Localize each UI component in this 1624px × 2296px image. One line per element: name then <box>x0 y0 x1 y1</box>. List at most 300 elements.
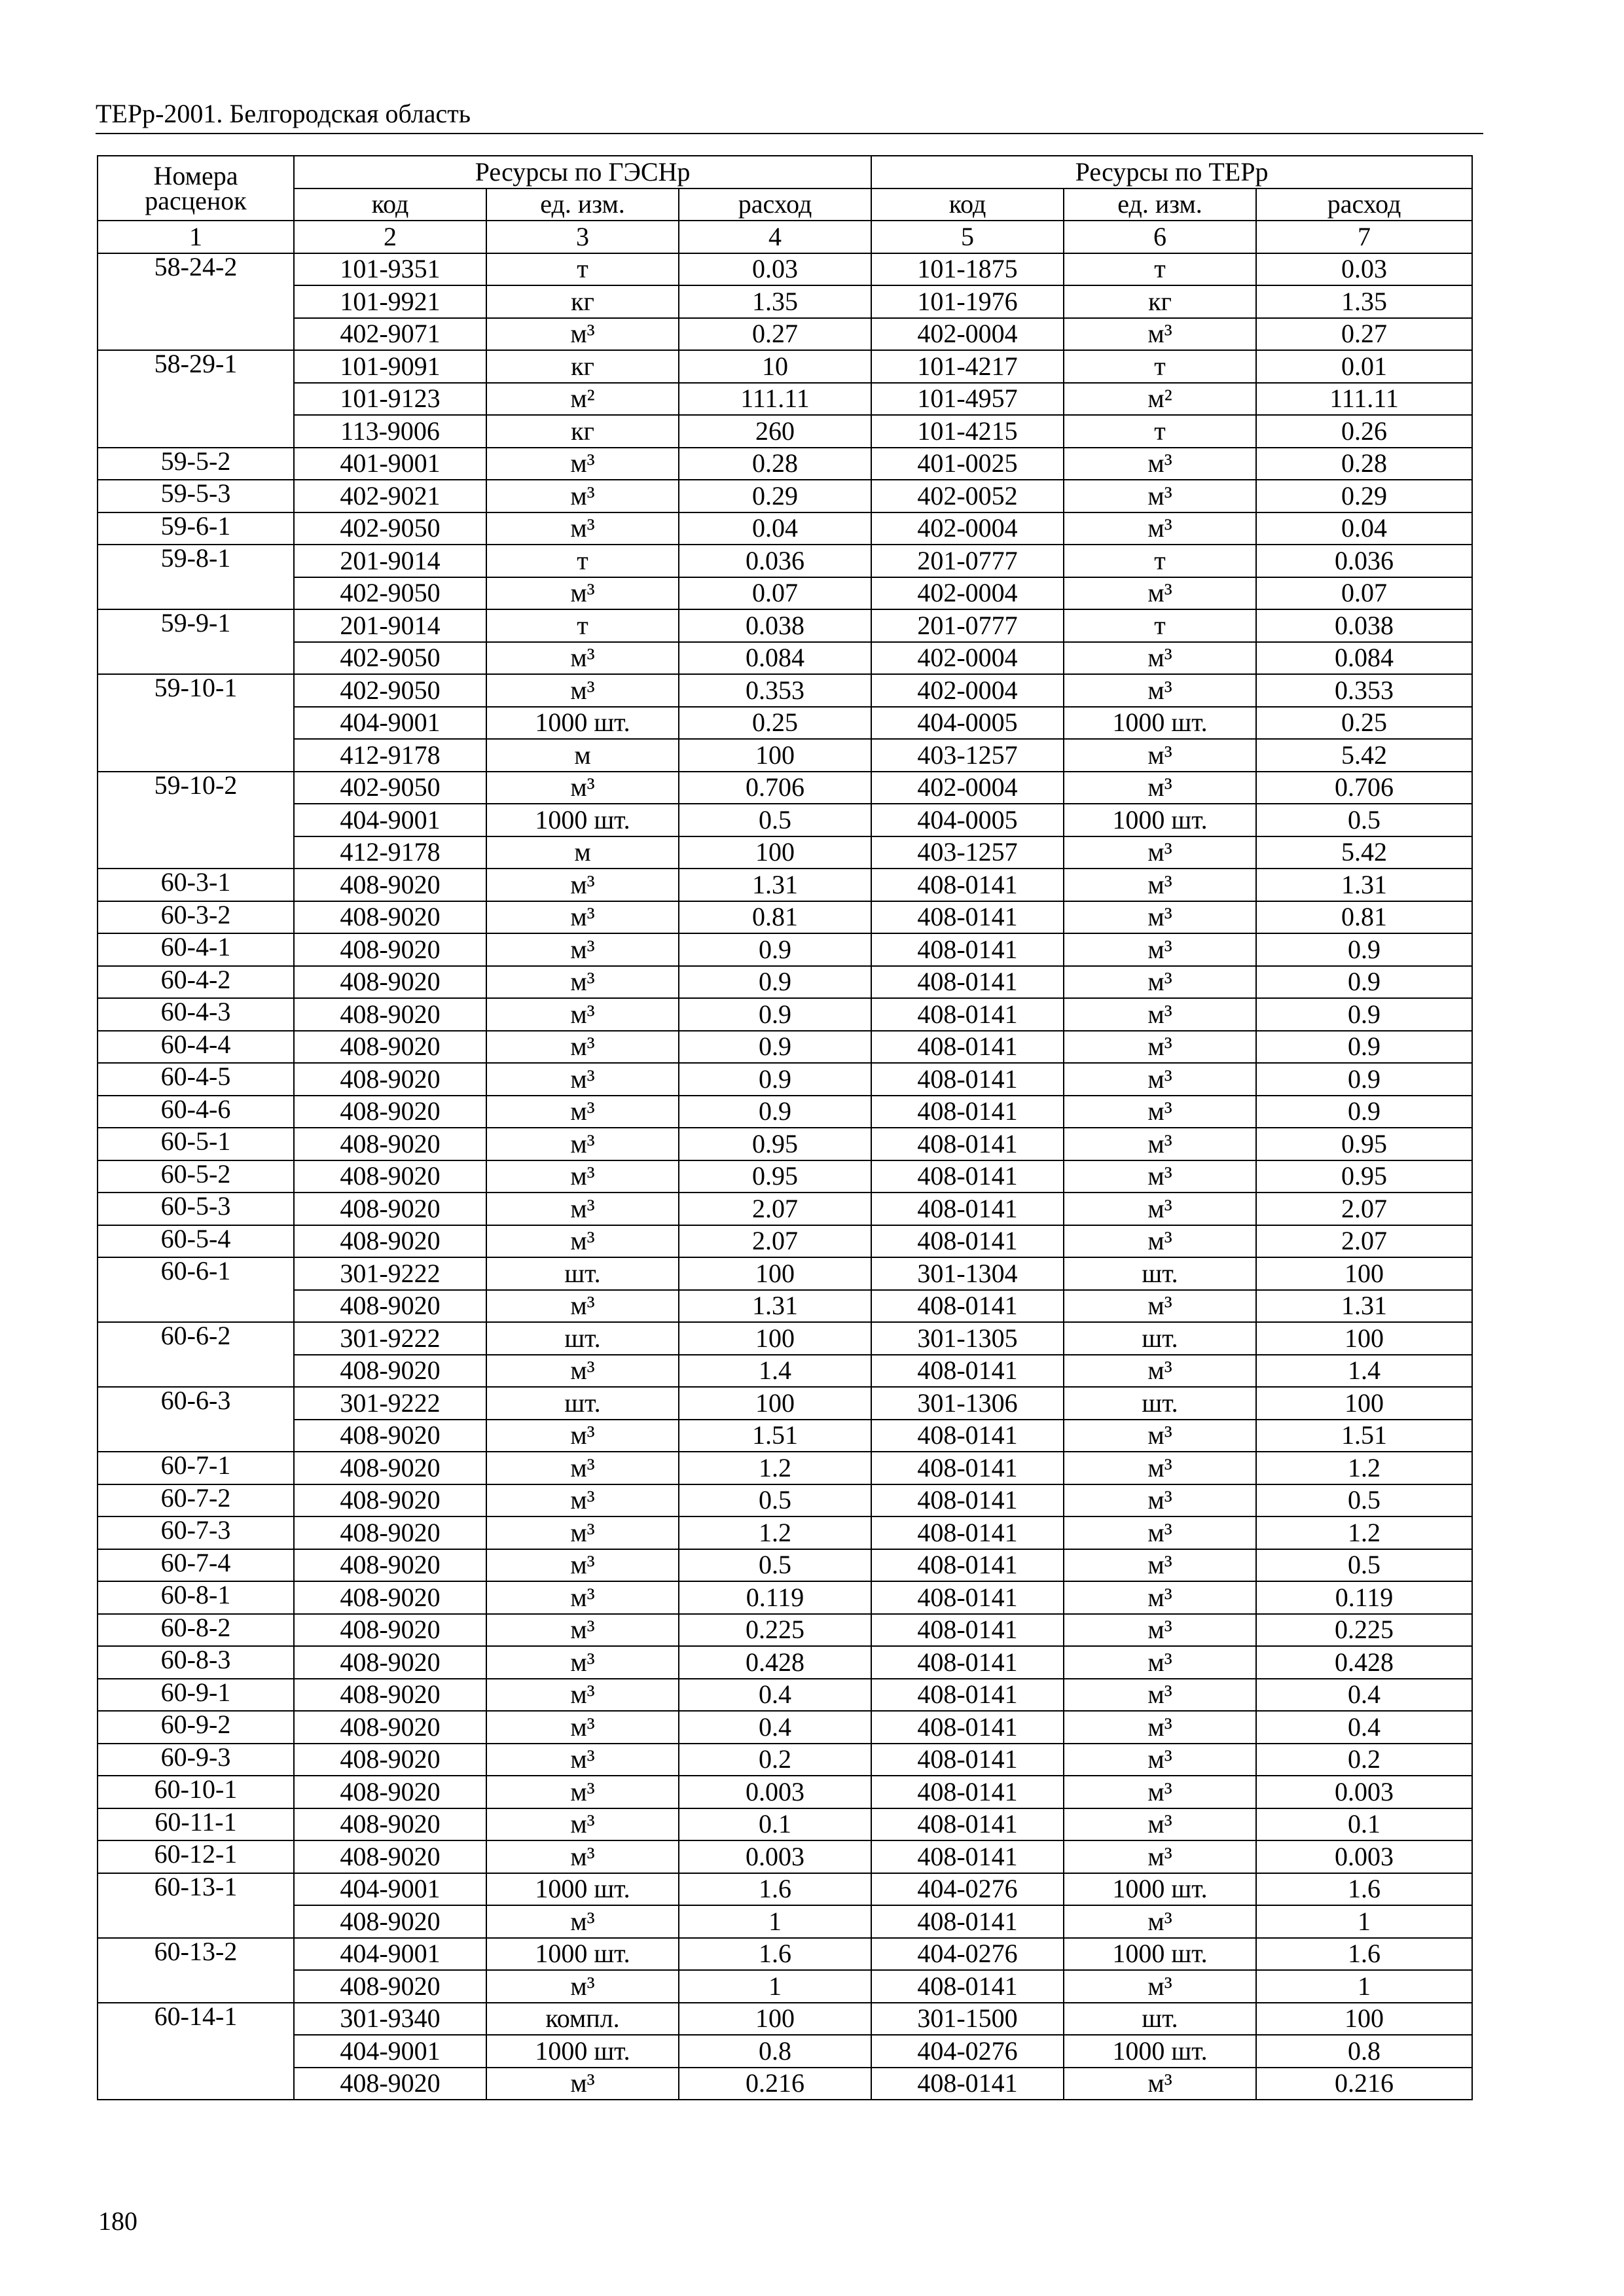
gesnr-consumption-cell: 100 <box>679 1322 871 1355</box>
terr-unit-cell: м³ <box>1064 772 1256 804</box>
terr-consumption-cell: 0.27 <box>1256 318 1472 351</box>
gesnr-unit-cell: м³ <box>486 1905 679 1938</box>
gesnr-code-cell: 408-9020 <box>294 1160 486 1193</box>
gesnr-unit-cell: 1000 шт. <box>486 2035 679 2068</box>
gesnr-consumption-cell: 0.5 <box>679 1484 871 1517</box>
gesnr-unit-cell: м³ <box>486 1970 679 2003</box>
terr-consumption-cell: 0.03 <box>1256 253 1472 286</box>
rate-number-cell: 59-5-2 <box>98 448 294 480</box>
terr-unit-cell: м³ <box>1064 1744 1256 1776</box>
terr-code-cell: 408-0141 <box>871 998 1064 1031</box>
gesnr-consumption-cell: 1.31 <box>679 869 871 901</box>
terr-code-cell: 408-0141 <box>871 2068 1064 2100</box>
terr-code-cell: 408-0141 <box>871 1744 1064 1776</box>
terr-consumption-cell: 0.5 <box>1256 1549 1472 1582</box>
gesnr-consumption-cell: 0.03 <box>679 253 871 286</box>
gesnr-unit-cell: м³ <box>486 1581 679 1614</box>
terr-code-cell: 402-0004 <box>871 577 1064 610</box>
table-row <box>98 1420 1472 1452</box>
terr-consumption-cell: 0.119 <box>1256 1581 1472 1614</box>
terr-code-cell: 404-0276 <box>871 2035 1064 2068</box>
terr-code-cell: 408-0141 <box>871 1063 1064 1096</box>
rate-number-cell: 60-11-1 <box>98 1808 294 1841</box>
terr-unit-cell: м³ <box>1064 577 1256 610</box>
gesnr-code-cell: 408-9020 <box>294 1905 486 1938</box>
gesnr-unit-cell: т <box>486 253 679 286</box>
terr-consumption-cell: 1.4 <box>1256 1355 1472 1388</box>
gesnr-unit-cell: м³ <box>486 1420 679 1452</box>
terr-consumption-cell: 0.9 <box>1256 1096 1472 1128</box>
table-row <box>98 1711 1472 1744</box>
gesnr-code-cell: 113-9006 <box>294 415 486 448</box>
terr-code-cell: 301-1306 <box>871 1387 1064 1420</box>
gesnr-unit-cell: м³ <box>486 1225 679 1258</box>
terr-consumption-cell: 0.9 <box>1256 1031 1472 1064</box>
terr-unit-cell: 1000 шт. <box>1064 1873 1256 1906</box>
gesnr-consumption-cell: 0.119 <box>679 1581 871 1614</box>
terr-code-cell: 404-0005 <box>871 707 1064 740</box>
gesnr-unit-cell: т <box>486 609 679 642</box>
terr-consumption-cell: 100 <box>1256 2003 1472 2036</box>
table-row <box>98 1387 1472 1420</box>
terr-code-cell: 101-1976 <box>871 285 1064 318</box>
table-row <box>98 1744 1472 1776</box>
gesnr-unit-cell: м³ <box>486 642 679 675</box>
rate-number-cell: 60-4-5 <box>98 1063 294 1096</box>
gesnr-consumption-cell: 0.27 <box>679 318 871 351</box>
terr-consumption-cell: 0.003 <box>1256 1776 1472 1808</box>
gesnr-consumption-cell: 260 <box>679 415 871 448</box>
table-row <box>98 2035 1472 2068</box>
terr-consumption-cell: 1.2 <box>1256 1452 1472 1484</box>
terr-consumption-cell: 100 <box>1256 1387 1472 1420</box>
rate-number-cell: 60-9-3 <box>98 1744 294 1776</box>
rate-number-cell: 60-8-3 <box>98 1646 294 1679</box>
terr-consumption-cell: 0.9 <box>1256 998 1472 1031</box>
gesnr-unit-cell: м³ <box>486 1484 679 1517</box>
gesnr-code-cell: 408-9020 <box>294 998 486 1031</box>
gesnr-unit-cell: м³ <box>486 1711 679 1744</box>
gesnr-code-cell: 412-9178 <box>294 739 486 772</box>
terr-consumption-cell: 0.8 <box>1256 2035 1472 2068</box>
table-row <box>98 318 1472 351</box>
gesnr-code-cell: 101-9351 <box>294 253 486 286</box>
table-row <box>98 1225 1472 1258</box>
gesnr-consumption-cell: 100 <box>679 836 871 869</box>
gesnr-consumption-cell: 0.2 <box>679 1744 871 1776</box>
col-header-unit: ед. изм. <box>486 188 679 221</box>
col-header-consumption: расход <box>1256 188 1472 221</box>
terr-consumption-cell: 1.31 <box>1256 1290 1472 1323</box>
gesnr-code-cell: 402-9050 <box>294 642 486 675</box>
gesnr-unit-cell: м² <box>486 383 679 416</box>
terr-unit-cell: шт. <box>1064 2003 1256 2036</box>
terr-unit-cell: кг <box>1064 285 1256 318</box>
gesnr-code-cell: 408-9020 <box>294 1452 486 1484</box>
terr-consumption-cell: 0.2 <box>1256 1744 1472 1776</box>
terr-unit-cell: м³ <box>1064 1452 1256 1484</box>
gesnr-consumption-cell: 0.4 <box>679 1711 871 1744</box>
terr-unit-cell: 1000 шт. <box>1064 707 1256 740</box>
table-row <box>98 1063 1472 1096</box>
gesnr-unit-cell: м³ <box>486 933 679 966</box>
gesnr-unit-cell: м <box>486 739 679 772</box>
terr-unit-cell: шт. <box>1064 1257 1256 1290</box>
gesnr-consumption-cell: 0.084 <box>679 642 871 675</box>
table-row <box>98 1484 1472 1517</box>
terr-unit-cell: м³ <box>1064 1581 1256 1614</box>
terr-code-cell: 402-0004 <box>871 318 1064 351</box>
terr-unit-cell: 1000 шт. <box>1064 804 1256 836</box>
rate-number-cell: 59-10-2 <box>98 772 294 869</box>
gesnr-code-cell: 301-9222 <box>294 1257 486 1290</box>
gesnr-consumption-cell: 0.5 <box>679 804 871 836</box>
terr-code-cell: 301-1305 <box>871 1322 1064 1355</box>
gesnr-unit-cell: м³ <box>486 577 679 610</box>
table-row <box>98 1322 1472 1355</box>
terr-unit-cell: м³ <box>1064 1646 1256 1679</box>
table-row <box>98 448 1472 480</box>
gesnr-unit-cell: м³ <box>486 512 679 545</box>
table-row <box>98 1128 1472 1160</box>
terr-unit-cell: м³ <box>1064 1031 1256 1064</box>
gesnr-unit-cell: м³ <box>486 1840 679 1873</box>
col-header-rate-numbers <box>98 156 294 221</box>
gesnr-consumption-cell: 0.706 <box>679 772 871 804</box>
terr-consumption-cell: 0.353 <box>1256 674 1472 707</box>
terr-consumption-cell: 0.01 <box>1256 350 1472 383</box>
terr-consumption-cell: 111.11 <box>1256 383 1472 416</box>
table-row <box>98 1193 1472 1225</box>
terr-consumption-cell: 0.81 <box>1256 901 1472 934</box>
terr-code-cell: 408-0141 <box>871 1581 1064 1614</box>
gesnr-unit-cell: 1000 шт. <box>486 804 679 836</box>
terr-code-cell: 301-1500 <box>871 2003 1064 2036</box>
terr-code-cell: 408-0141 <box>871 1840 1064 1873</box>
terr-code-cell: 408-0141 <box>871 1776 1064 1808</box>
terr-code-cell: 408-0141 <box>871 1128 1064 1160</box>
terr-code-cell: 408-0141 <box>871 1808 1064 1841</box>
terr-unit-cell: м³ <box>1064 739 1256 772</box>
terr-consumption-cell: 0.5 <box>1256 804 1472 836</box>
terr-code-cell: 101-4957 <box>871 383 1064 416</box>
terr-unit-cell: м³ <box>1064 901 1256 934</box>
gesnr-code-cell: 101-9921 <box>294 285 486 318</box>
terr-unit-cell: 1000 шт. <box>1064 2035 1256 2068</box>
gesnr-unit-cell: м³ <box>486 480 679 512</box>
terr-code-cell: 408-0141 <box>871 966 1064 999</box>
column-number: 3 <box>486 221 679 253</box>
terr-code-cell: 408-0141 <box>871 1355 1064 1388</box>
gesnr-consumption-cell: 0.29 <box>679 480 871 512</box>
gesnr-unit-cell: м³ <box>486 1193 679 1225</box>
gesnr-unit-cell: м³ <box>486 966 679 999</box>
terr-code-cell: 408-0141 <box>871 1711 1064 1744</box>
table-row <box>98 1516 1472 1549</box>
terr-code-cell: 408-0141 <box>871 1646 1064 1679</box>
gesnr-code-cell: 408-9020 <box>294 1808 486 1841</box>
column-number: 2 <box>294 221 486 253</box>
gesnr-unit-cell: м³ <box>486 1808 679 1841</box>
gesnr-code-cell: 402-9050 <box>294 577 486 610</box>
terr-unit-cell: м³ <box>1064 869 1256 901</box>
gesnr-code-cell: 408-9020 <box>294 1646 486 1679</box>
rate-number-cell: 60-7-2 <box>98 1484 294 1517</box>
gesnr-consumption-cell: 0.9 <box>679 1063 871 1096</box>
gesnr-unit-cell: м³ <box>486 1063 679 1096</box>
gesnr-code-cell: 408-9020 <box>294 966 486 999</box>
terr-consumption-cell: 1.51 <box>1256 1420 1472 1452</box>
gesnr-unit-cell: шт. <box>486 1257 679 1290</box>
gesnr-code-cell: 402-9071 <box>294 318 486 351</box>
gesnr-code-cell: 408-9020 <box>294 1581 486 1614</box>
gesnr-code-cell: 408-9020 <box>294 1516 486 1549</box>
gesnr-unit-cell: 1000 шт. <box>486 1873 679 1906</box>
gesnr-consumption-cell: 1.4 <box>679 1355 871 1388</box>
table-row <box>98 707 1472 740</box>
terr-code-cell: 408-0141 <box>871 1679 1064 1712</box>
gesnr-consumption-cell: 100 <box>679 1257 871 1290</box>
terr-unit-cell: м³ <box>1064 998 1256 1031</box>
gesnr-consumption-cell: 100 <box>679 739 871 772</box>
gesnr-consumption-cell: 0.428 <box>679 1646 871 1679</box>
gesnr-consumption-cell: 1 <box>679 1970 871 2003</box>
column-number: 6 <box>1064 221 1256 253</box>
table-row <box>98 1905 1472 1938</box>
gesnr-consumption-cell: 0.353 <box>679 674 871 707</box>
gesnr-consumption-cell: 0.1 <box>679 1808 871 1841</box>
terr-code-cell: 403-1257 <box>871 739 1064 772</box>
gesnr-code-cell: 101-9091 <box>294 350 486 383</box>
terr-consumption-cell: 2.07 <box>1256 1193 1472 1225</box>
terr-consumption-cell: 2.07 <box>1256 1225 1472 1258</box>
page-number: 180 <box>98 2206 137 2236</box>
terr-unit-cell: т <box>1064 415 1256 448</box>
table-row <box>98 480 1472 512</box>
gesnr-unit-cell: м³ <box>486 1776 679 1808</box>
table-row <box>98 1614 1472 1647</box>
terr-unit-cell: м³ <box>1064 966 1256 999</box>
gesnr-unit-cell: 1000 шт. <box>486 707 679 740</box>
terr-unit-cell: м³ <box>1064 1128 1256 1160</box>
gesnr-consumption-cell: 0.95 <box>679 1160 871 1193</box>
gesnr-code-cell: 408-9020 <box>294 933 486 966</box>
terr-code-cell: 403-1257 <box>871 836 1064 869</box>
gesnr-consumption-cell: 0.9 <box>679 966 871 999</box>
terr-unit-cell: м³ <box>1064 1484 1256 1517</box>
terr-unit-cell: м³ <box>1064 1420 1256 1452</box>
col-header-code: код <box>871 188 1064 221</box>
terr-consumption-cell: 1.31 <box>1256 869 1472 901</box>
table-row <box>98 1160 1472 1193</box>
col-header-unit: ед. изм. <box>1064 188 1256 221</box>
gesnr-consumption-cell: 1.2 <box>679 1516 871 1549</box>
gesnr-consumption-cell: 100 <box>679 1387 871 1420</box>
column-number: 5 <box>871 221 1064 253</box>
gesnr-code-cell: 404-9001 <box>294 1938 486 1971</box>
gesnr-consumption-cell: 0.003 <box>679 1840 871 1873</box>
table-row <box>98 1355 1472 1388</box>
rate-number-cell: 60-13-1 <box>98 1873 294 1938</box>
terr-unit-cell: м³ <box>1064 512 1256 545</box>
table-row <box>98 869 1472 901</box>
terr-consumption-cell: 0.1 <box>1256 1808 1472 1841</box>
gesnr-consumption-cell: 0.9 <box>679 1096 871 1128</box>
rate-number-cell: 60-13-2 <box>98 1938 294 2003</box>
rate-number-cell: 60-6-2 <box>98 1322 294 1387</box>
gesnr-code-cell: 408-9020 <box>294 1063 486 1096</box>
gesnr-code-cell: 408-9020 <box>294 1225 486 1258</box>
terr-unit-cell: т <box>1064 350 1256 383</box>
table-row <box>98 1873 1472 1906</box>
table-row <box>98 577 1472 610</box>
gesnr-consumption-cell: 111.11 <box>679 383 871 416</box>
terr-consumption-cell: 0.04 <box>1256 512 1472 545</box>
page-header: ТЕРр-2001. Белгородская область <box>96 99 471 128</box>
gesnr-consumption-cell: 1.31 <box>679 1290 871 1323</box>
table-row <box>98 901 1472 934</box>
terr-consumption-cell: 100 <box>1256 1322 1472 1355</box>
terr-unit-cell: м³ <box>1064 836 1256 869</box>
table-body <box>98 253 1472 2100</box>
gesnr-code-cell: 401-9001 <box>294 448 486 480</box>
terr-consumption-cell: 0.25 <box>1256 707 1472 740</box>
terr-consumption-cell: 0.216 <box>1256 2068 1472 2100</box>
table-row <box>98 772 1472 804</box>
terr-code-cell: 402-0004 <box>871 674 1064 707</box>
gesnr-code-cell: 412-9178 <box>294 836 486 869</box>
terr-code-cell: 101-4215 <box>871 415 1064 448</box>
rate-number-cell: 60-4-4 <box>98 1031 294 1064</box>
gesnr-code-cell: 404-9001 <box>294 707 486 740</box>
terr-code-cell: 408-0141 <box>871 1225 1064 1258</box>
terr-code-cell: 101-4217 <box>871 350 1064 383</box>
table-row <box>98 285 1472 318</box>
gesnr-code-cell: 408-9020 <box>294 1614 486 1647</box>
terr-unit-cell: м³ <box>1064 1679 1256 1712</box>
gesnr-unit-cell: м³ <box>486 998 679 1031</box>
table-row <box>98 350 1472 383</box>
table-row <box>98 1808 1472 1841</box>
terr-unit-cell: м³ <box>1064 480 1256 512</box>
table-row <box>98 383 1472 416</box>
gesnr-consumption-cell: 2.07 <box>679 1225 871 1258</box>
terr-unit-cell: м³ <box>1064 1096 1256 1128</box>
terr-consumption-cell: 0.003 <box>1256 1840 1472 1873</box>
terr-unit-cell: м³ <box>1064 1290 1256 1323</box>
terr-consumption-cell: 1 <box>1256 1905 1472 1938</box>
terr-code-cell: 402-0004 <box>871 512 1064 545</box>
terr-unit-cell: м³ <box>1064 1355 1256 1388</box>
terr-unit-cell: м³ <box>1064 933 1256 966</box>
terr-consumption-cell: 1.6 <box>1256 1873 1472 1906</box>
gesnr-consumption-cell: 1.2 <box>679 1452 871 1484</box>
gesnr-code-cell: 402-9050 <box>294 512 486 545</box>
terr-unit-cell: м³ <box>1064 2068 1256 2100</box>
gesnr-consumption-cell: 1.6 <box>679 1873 871 1906</box>
gesnr-code-cell: 402-9050 <box>294 772 486 804</box>
terr-consumption-cell: 1.6 <box>1256 1938 1472 1971</box>
terr-consumption-cell: 0.4 <box>1256 1711 1472 1744</box>
rate-number-cell: 60-12-1 <box>98 1840 294 1873</box>
gesnr-unit-cell: м³ <box>486 1679 679 1712</box>
gesnr-code-cell: 201-9014 <box>294 609 486 642</box>
terr-unit-cell: м² <box>1064 383 1256 416</box>
col-header-consumption: расход <box>679 188 871 221</box>
gesnr-code-cell: 408-9020 <box>294 2068 486 2100</box>
gesnr-consumption-cell: 10 <box>679 350 871 383</box>
rate-number-cell: 59-9-1 <box>98 609 294 674</box>
rate-number-cell: 60-5-3 <box>98 1193 294 1225</box>
table-row <box>98 998 1472 1031</box>
terr-code-cell: 408-0141 <box>871 869 1064 901</box>
table-row <box>98 1290 1472 1323</box>
rate-number-cell: 60-5-4 <box>98 1225 294 1258</box>
terr-code-cell: 408-0141 <box>871 1614 1064 1647</box>
gesnr-unit-cell: м³ <box>486 674 679 707</box>
rate-number-cell: 58-24-2 <box>98 253 294 351</box>
rate-number-cell: 59-10-1 <box>98 674 294 772</box>
terr-unit-cell: т <box>1064 545 1256 577</box>
gesnr-consumption-cell: 0.95 <box>679 1128 871 1160</box>
rate-number-cell: 60-8-2 <box>98 1614 294 1647</box>
gesnr-unit-cell: м³ <box>486 1516 679 1549</box>
terr-consumption-cell: 5.42 <box>1256 836 1472 869</box>
gesnr-unit-cell: кг <box>486 415 679 448</box>
rate-number-cell: 60-7-3 <box>98 1516 294 1549</box>
terr-unit-cell: м³ <box>1064 1160 1256 1193</box>
table-row <box>98 609 1472 642</box>
table-row <box>98 836 1472 869</box>
table-row <box>98 253 1472 286</box>
rate-number-cell: 60-4-6 <box>98 1096 294 1128</box>
gesnr-code-cell: 408-9020 <box>294 1096 486 1128</box>
rate-number-cell: 60-4-3 <box>98 998 294 1031</box>
table-row <box>98 739 1472 772</box>
gesnr-unit-cell: м³ <box>486 1290 679 1323</box>
rate-number-cell: 60-4-1 <box>98 933 294 966</box>
gesnr-unit-cell: м³ <box>486 318 679 351</box>
gesnr-unit-cell: кг <box>486 285 679 318</box>
terr-unit-cell: т <box>1064 609 1256 642</box>
gesnr-unit-cell: компл. <box>486 2003 679 2036</box>
gesnr-code-cell: 301-9222 <box>294 1322 486 1355</box>
terr-code-cell: 408-0141 <box>871 1420 1064 1452</box>
terr-unit-cell: 1000 шт. <box>1064 1938 1256 1971</box>
gesnr-consumption-cell: 0.4 <box>679 1679 871 1712</box>
gesnr-consumption-cell: 0.04 <box>679 512 871 545</box>
gesnr-code-cell: 404-9001 <box>294 2035 486 2068</box>
terr-consumption-cell: 0.95 <box>1256 1128 1472 1160</box>
table-row <box>98 1581 1472 1614</box>
terr-consumption-cell: 1 <box>1256 1970 1472 2003</box>
gesnr-consumption-cell: 1.35 <box>679 285 871 318</box>
rate-number-cell: 60-9-1 <box>98 1679 294 1712</box>
table-row <box>98 804 1472 836</box>
gesnr-code-cell: 301-9340 <box>294 2003 486 2036</box>
terr-code-cell: 408-0141 <box>871 1290 1064 1323</box>
gesnr-code-cell: 408-9020 <box>294 1355 486 1388</box>
terr-unit-cell: м³ <box>1064 1193 1256 1225</box>
gesnr-unit-cell: кг <box>486 350 679 383</box>
gesnr-code-cell: 301-9222 <box>294 1387 486 1420</box>
terr-code-cell: 401-0025 <box>871 448 1064 480</box>
terr-code-cell: 201-0777 <box>871 545 1064 577</box>
table-row <box>98 933 1472 966</box>
rate-number-cell: 60-4-2 <box>98 966 294 999</box>
terr-code-cell: 408-0141 <box>871 1031 1064 1064</box>
group-header-gesnr: Ресурсы по ГЭСНр <box>294 156 871 188</box>
